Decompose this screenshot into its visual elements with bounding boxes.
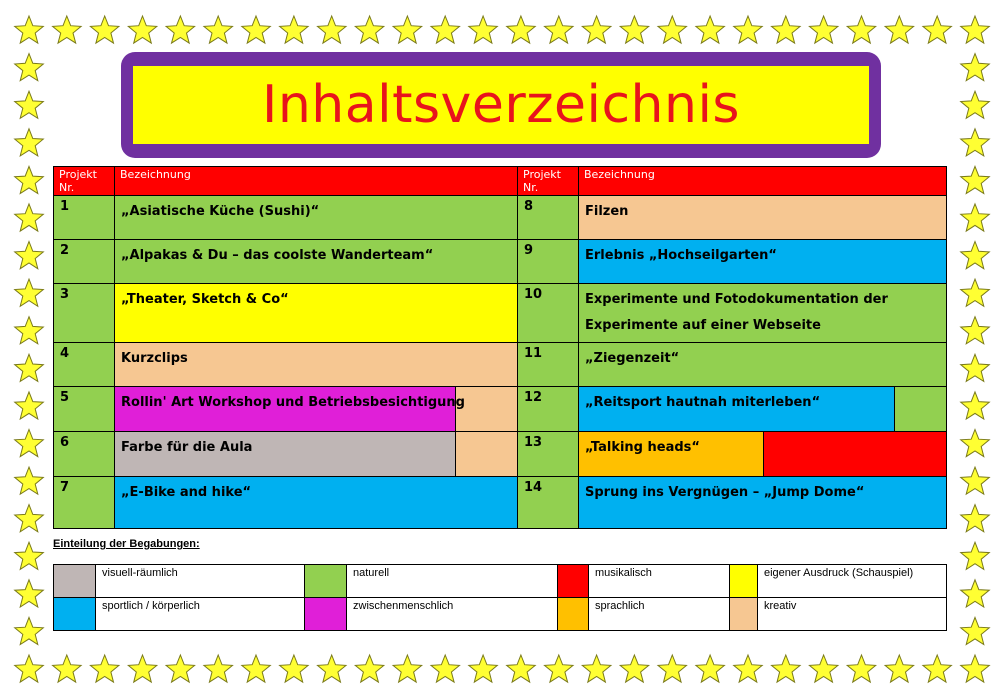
star-icon bbox=[885, 16, 914, 43]
legend-label: visuell-räumlich bbox=[96, 565, 305, 598]
star-icon bbox=[53, 655, 82, 682]
star-icon bbox=[961, 430, 990, 457]
star-icon bbox=[961, 204, 990, 231]
star-icon bbox=[961, 166, 990, 193]
star-icon bbox=[393, 655, 422, 682]
star-icon bbox=[15, 242, 44, 269]
project-label bbox=[579, 284, 947, 343]
project-number: 5 bbox=[54, 387, 115, 432]
project-number: 9 bbox=[518, 240, 579, 284]
star-icon bbox=[15, 542, 44, 569]
project-label bbox=[115, 387, 518, 432]
project-label-text: Sprung ins Vergnügen – „Jump Dome“ bbox=[585, 485, 865, 500]
star-icon bbox=[923, 655, 952, 682]
legend-swatch-naturell bbox=[305, 565, 347, 598]
star-icon bbox=[696, 16, 725, 43]
table-row bbox=[54, 240, 947, 284]
star-icon bbox=[469, 16, 498, 43]
star-icon bbox=[961, 617, 990, 644]
project-label bbox=[115, 284, 518, 343]
star-icon bbox=[961, 16, 990, 43]
title-banner bbox=[121, 52, 881, 158]
star-icon bbox=[507, 655, 536, 682]
star-icon bbox=[15, 129, 44, 156]
star-icon bbox=[15, 16, 44, 43]
project-number: 2 bbox=[54, 240, 115, 284]
star-icon bbox=[90, 655, 119, 682]
project-label-text: Erlebnis „Hochseilgarten“ bbox=[585, 248, 777, 263]
legend-swatch-visuell bbox=[54, 565, 96, 598]
legend-swatch-ausdruck bbox=[730, 565, 758, 598]
star-icon bbox=[15, 166, 44, 193]
star-icon bbox=[15, 467, 44, 494]
project-number: 8 bbox=[518, 196, 579, 240]
project-label-text: Experimente und Fotodokumentation der Experimente auf einer Webseite bbox=[585, 292, 888, 333]
star-icon bbox=[545, 16, 574, 43]
table-header-row bbox=[54, 167, 947, 196]
star-icon bbox=[582, 16, 611, 43]
legend-label: naturell bbox=[347, 565, 558, 598]
legend-label: sportlich / körperlich bbox=[96, 598, 305, 631]
star-icon bbox=[885, 655, 914, 682]
star-icon bbox=[128, 655, 157, 682]
legend-swatch-zwischenmenschlich bbox=[305, 598, 347, 631]
star-icon bbox=[166, 16, 195, 43]
star-icon bbox=[734, 655, 763, 682]
star-icon bbox=[53, 16, 82, 43]
star-icon bbox=[318, 16, 347, 43]
table-row bbox=[54, 343, 947, 387]
star-icon bbox=[620, 655, 649, 682]
star-icon bbox=[961, 580, 990, 607]
star-icon bbox=[15, 580, 44, 607]
project-label-text: „Asiatische Küche (Sushi)“ bbox=[121, 204, 320, 219]
header-bez-left: Bezeichnung bbox=[115, 167, 518, 196]
legend-row bbox=[54, 598, 947, 631]
star-icon bbox=[961, 54, 990, 81]
star-icon bbox=[961, 91, 990, 118]
star-icon bbox=[847, 655, 876, 682]
star-icon bbox=[658, 655, 687, 682]
project-label bbox=[579, 387, 947, 432]
project-number: 4 bbox=[54, 343, 115, 387]
header-bez-right: Bezeichnung bbox=[579, 167, 947, 196]
table-row bbox=[54, 432, 947, 477]
star-icon bbox=[15, 279, 44, 306]
star-icon bbox=[15, 91, 44, 118]
project-label bbox=[579, 432, 947, 477]
star-icon bbox=[961, 354, 990, 381]
star-icon bbox=[923, 16, 952, 43]
project-number: 12 bbox=[518, 387, 579, 432]
project-number: 13 bbox=[518, 432, 579, 477]
header-nr-right: Projekt Nr. bbox=[518, 167, 579, 196]
project-label-text: „Reitsport hautnah miterleben“ bbox=[585, 395, 821, 410]
project-label bbox=[115, 477, 518, 529]
legend-swatch-kreativ bbox=[730, 598, 758, 631]
legend-label: zwischenmenschlich bbox=[347, 598, 558, 631]
star-icon bbox=[507, 16, 536, 43]
star-icon bbox=[204, 16, 233, 43]
project-label bbox=[115, 343, 518, 387]
star-icon bbox=[961, 505, 990, 532]
star-icon bbox=[696, 655, 725, 682]
project-label-text: Kurzclips bbox=[121, 351, 188, 366]
star-icon bbox=[355, 16, 384, 43]
star-icon bbox=[772, 16, 801, 43]
star-icon bbox=[90, 16, 119, 43]
project-label-text: „Talking heads“ bbox=[585, 440, 700, 455]
star-icon bbox=[280, 655, 309, 682]
star-icon bbox=[809, 16, 838, 43]
legend-swatch-sportlich bbox=[54, 598, 96, 631]
project-label-text: „E-Bike and hike“ bbox=[121, 485, 252, 500]
star-icon bbox=[620, 16, 649, 43]
star-icon bbox=[166, 655, 195, 682]
table-row bbox=[54, 387, 947, 432]
legend-label: eigener Ausdruck (Schauspiel) bbox=[758, 565, 947, 598]
title-inner bbox=[133, 66, 869, 144]
legend-swatch-musikalisch bbox=[558, 565, 589, 598]
star-icon bbox=[961, 467, 990, 494]
project-label-text: Rollin' Art Workshop und Betriebsbesichtigung bbox=[121, 395, 465, 410]
table-row bbox=[54, 284, 947, 343]
star-icon bbox=[961, 279, 990, 306]
star-icon bbox=[658, 16, 687, 43]
project-label-text: Farbe für die Aula bbox=[121, 440, 253, 455]
project-label bbox=[579, 477, 947, 529]
star-icon bbox=[431, 655, 460, 682]
star-icon bbox=[15, 354, 44, 381]
star-icon bbox=[847, 16, 876, 43]
project-label-text: Filzen bbox=[585, 204, 629, 219]
star-icon bbox=[280, 16, 309, 43]
project-label bbox=[115, 196, 518, 240]
table-row bbox=[54, 196, 947, 240]
star-icon bbox=[961, 129, 990, 156]
legend-table bbox=[53, 564, 947, 631]
star-icon bbox=[545, 655, 574, 682]
star-icon bbox=[204, 655, 233, 682]
legend-swatch-sprachlich bbox=[558, 598, 589, 631]
project-number: 14 bbox=[518, 477, 579, 529]
star-icon bbox=[15, 655, 44, 682]
page-title: Inhaltsverzeichnis bbox=[262, 75, 740, 135]
legend-row bbox=[54, 565, 947, 598]
project-number: 11 bbox=[518, 343, 579, 387]
project-number: 3 bbox=[54, 284, 115, 343]
star-icon bbox=[772, 655, 801, 682]
star-icon bbox=[242, 655, 270, 682]
star-icon bbox=[242, 16, 270, 43]
project-label-text: „Theater, Sketch & Co“ bbox=[121, 292, 289, 307]
legend-title: Einteilung der Begabungen: bbox=[53, 538, 200, 550]
project-label bbox=[579, 240, 947, 284]
project-label bbox=[579, 196, 947, 240]
star-icon bbox=[15, 317, 44, 344]
project-label bbox=[115, 240, 518, 284]
star-icon bbox=[15, 430, 44, 457]
star-icon bbox=[431, 16, 460, 43]
legend-label: sprachlich bbox=[589, 598, 730, 631]
project-label-text: „Alpakas & Du – das coolste Wanderteam“ bbox=[121, 248, 434, 263]
star-icon bbox=[469, 655, 498, 682]
star-icon bbox=[15, 392, 44, 419]
project-number: 6 bbox=[54, 432, 115, 477]
project-label bbox=[579, 343, 947, 387]
star-icon bbox=[734, 16, 763, 43]
project-number: 7 bbox=[54, 477, 115, 529]
star-icon bbox=[582, 655, 611, 682]
star-icon bbox=[961, 317, 990, 344]
star-icon bbox=[15, 204, 44, 231]
header-nr-left: Projekt Nr. bbox=[54, 167, 115, 196]
star-icon bbox=[961, 542, 990, 569]
project-table bbox=[53, 166, 947, 529]
star-icon bbox=[809, 655, 838, 682]
legend-label: kreativ bbox=[758, 598, 947, 631]
project-number: 10 bbox=[518, 284, 579, 343]
star-icon bbox=[961, 242, 990, 269]
star-icon bbox=[961, 655, 990, 682]
star-icon bbox=[15, 54, 44, 81]
star-icon bbox=[318, 655, 347, 682]
star-icon bbox=[128, 16, 157, 43]
project-number: 1 bbox=[54, 196, 115, 240]
star-icon bbox=[15, 617, 44, 644]
project-label bbox=[115, 432, 518, 477]
legend-label: musikalisch bbox=[589, 565, 730, 598]
star-icon bbox=[15, 505, 44, 532]
star-icon bbox=[393, 16, 422, 43]
project-label-text: „Ziegenzeit“ bbox=[585, 351, 680, 366]
table-row bbox=[54, 477, 947, 529]
star-icon bbox=[355, 655, 384, 682]
star-icon bbox=[961, 392, 990, 419]
